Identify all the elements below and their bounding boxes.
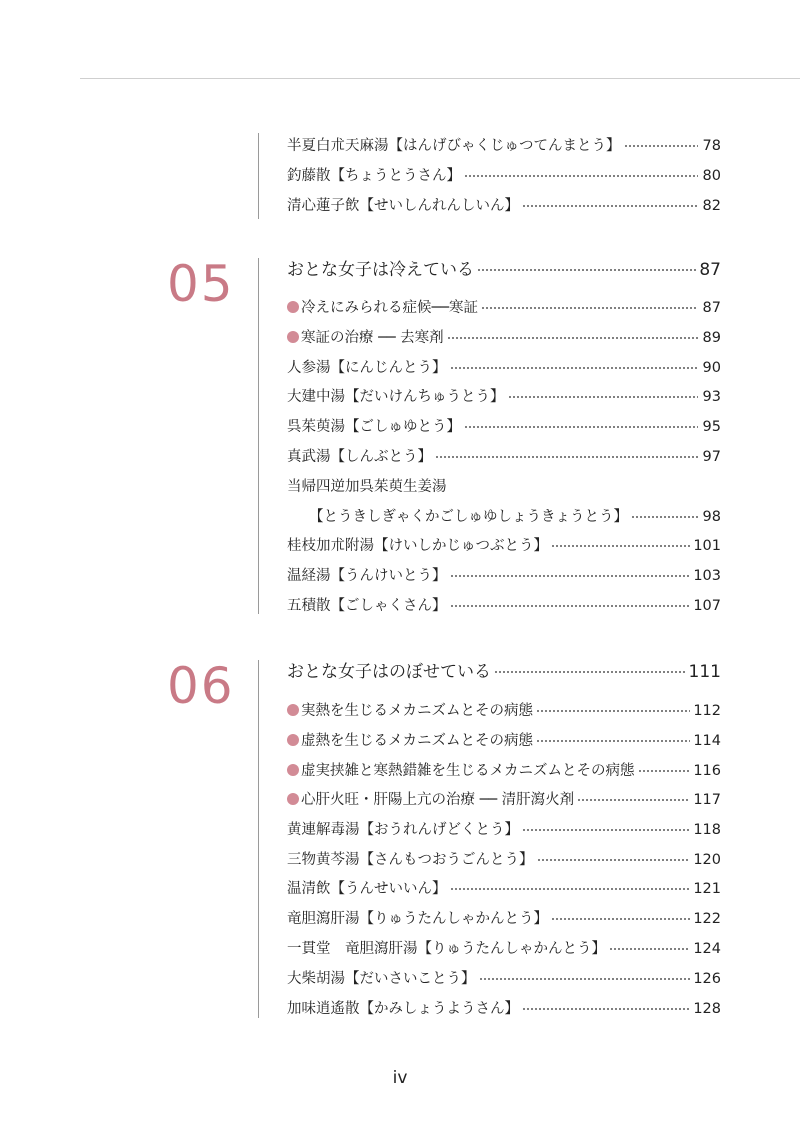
chapter-title-entry[interactable] [287,255,721,285]
toc-entry[interactable] [287,293,721,323]
chapter-number: 05 [167,255,235,313]
toc-entry[interactable] [287,904,721,934]
leader-dots [624,145,699,147]
leader-dots [481,307,698,309]
toc-entry[interactable] [287,412,721,442]
toc-entry-page: 93 [702,389,721,405]
toc-entry-label: 桂枝加朮附湯【けいしかじゅつぶとう】 [287,538,548,554]
section-rule-chapter-06 [258,660,259,1018]
toc-entry-page: 128 [693,1001,721,1017]
leader-dots [435,456,698,458]
toc-entry[interactable] [287,845,721,875]
toc-entry-label: 温清飲【うんせいいん】 [287,881,447,897]
toc-entry[interactable] [287,994,721,1024]
toc-entry-page: 97 [702,449,721,465]
toc-entry[interactable] [287,191,721,221]
leader-dots [522,1008,690,1010]
leader-dots [536,710,690,712]
toc-entry-page: 90 [702,360,721,376]
leader-dots [479,978,691,980]
toc-entry-label: 【とうきしぎゃくかごしゅゆしょうきょうとう】 [309,509,628,525]
toc-entry-page: 80 [702,168,721,184]
toc-entry-page: 95 [702,419,721,435]
bullet-icon [287,331,299,343]
top-rule [80,78,800,79]
leader-dots [551,918,690,920]
chapter-title: おとな女子は冷えている [287,260,474,280]
chapter-title: おとな女子はのぼせている [287,662,491,682]
toc-entry[interactable] [287,323,721,353]
leader-dots [450,888,691,890]
leader-dots [450,605,691,607]
toc-entry-page: 117 [693,792,721,808]
leader-dots [450,575,691,577]
toc-entry-page: 121 [693,881,721,897]
bullet-icon [287,764,299,776]
toc-entry-page: 103 [693,568,721,584]
leader-dots [447,337,698,339]
toc-entry[interactable] [287,874,721,904]
toc-entry[interactable] [287,591,721,621]
toc-entry[interactable] [287,472,721,502]
leader-dots [477,269,696,271]
toc-entry-label: 清心蓮子飲【せいしんれんしいん】 [287,198,519,214]
toc-entry[interactable] [287,382,721,412]
toc-entry-page: 120 [693,852,721,868]
toc-entry-page: 118 [693,822,721,838]
toc-entry-label: 五積散【ごしゃくさん】 [287,598,447,614]
toc-entry-label [287,293,478,323]
toc-entry[interactable] [287,442,721,472]
bullet-icon [287,704,299,716]
toc-entry-text: 虚熱を生じるメカニズムとその病態 [301,733,533,749]
toc-entry-label: 一貫堂 竜胆瀉肝湯【りゅうたんしゃかんとう】 [287,941,606,957]
leader-dots [537,859,691,861]
toc-entry[interactable] [309,502,721,532]
toc-entry-page: 122 [693,911,721,927]
toc-entry-text: 実熱を生じるメカニズムとその病態 [301,703,533,719]
toc-entry[interactable] [287,756,721,786]
page-folio: iv [392,1068,408,1088]
bullet-icon [287,734,299,746]
toc-entry-label [287,323,444,353]
toc-entry-label [287,785,574,815]
toc-entry-label [287,726,533,756]
leader-dots [450,367,699,369]
toc-entry-page: 82 [702,198,721,214]
toc-entry-label: 大柴胡湯【だいさいことう】 [287,971,476,987]
leader-dots [536,740,690,742]
leader-dots [508,396,699,398]
toc-entry-label: 釣藤散【ちょうとうさん】 [287,168,461,184]
toc-entry-label: 大建中湯【だいけんちゅうとう】 [287,389,505,405]
toc-entry-label: 人参湯【にんじんとう】 [287,360,447,376]
toc-entry-label: 加味逍遙散【かみしょうようさん】 [287,1001,519,1017]
toc-entry-text: 寒証の治療 ── 去寒剤 [301,330,444,346]
toc-entry-label [287,756,635,786]
toc-entry-page: 87 [699,260,721,280]
toc-entry-label: 三物黄芩湯【さんもつおうごんとう】 [287,852,534,868]
toc-entry-page: 124 [693,941,721,957]
toc-entry-label: 黄連解毒湯【おうれんげどくとう】 [287,822,519,838]
toc-entry-label: 真武湯【しんぶとう】 [287,449,432,465]
toc-entry[interactable] [287,696,721,726]
section-rule-continued [258,133,259,219]
toc-entry[interactable] [287,161,721,191]
toc-entry[interactable] [287,131,721,161]
toc-entry-label [287,696,533,726]
toc-entry-page: 112 [693,703,721,719]
toc-entry-page: 98 [702,509,721,525]
leader-dots [551,545,690,547]
toc-entry-page: 87 [702,300,721,316]
toc-entry[interactable] [287,934,721,964]
toc-entry[interactable] [287,353,721,383]
leader-dots [522,205,698,207]
bullet-icon [287,301,299,313]
leader-dots [522,829,690,831]
chapter-title-entry[interactable] [287,657,721,687]
leader-dots [464,426,698,428]
section-rule-chapter-05 [258,258,259,614]
toc-entry-label: 温経湯【うんけいとう】 [287,568,447,584]
toc-entry-label: 竜胆瀉肝湯【りゅうたんしゃかんとう】 [287,911,548,927]
toc-entry-page: 78 [702,138,721,154]
toc-entry-label: 半夏白朮天麻湯【はんげびゃくじゅつてんまとう】 [287,138,621,154]
toc-entry-page: 101 [693,538,721,554]
toc-entry[interactable] [287,531,721,561]
leader-dots [609,948,690,950]
leader-dots [577,799,690,801]
bullet-icon [287,793,299,805]
toc-entry-page: 89 [702,330,721,346]
toc-entry-page: 126 [693,971,721,987]
toc-entry[interactable] [287,726,721,756]
toc-entry-text: 冷えにみられる症候──寒証 [301,300,478,316]
chapter-number: 06 [167,657,235,715]
toc-entry-page: 107 [693,598,721,614]
toc-entry[interactable] [287,964,721,994]
toc-entry-page: 114 [693,733,721,749]
toc-entry-text: 心肝火旺・肝陽上亢の治療 ── 清肝瀉火剤 [301,792,575,808]
leader-dots [494,671,686,673]
leader-dots [464,175,698,177]
toc-entry[interactable] [287,815,721,845]
toc-entry[interactable] [287,785,721,815]
toc-entry[interactable] [287,561,721,591]
leader-dots [631,516,698,518]
toc-entry-label: 当帰四逆加呉茱萸生姜湯 [287,479,447,495]
toc-entry-text: 虚実挟雑と寒熱錯雑を生じるメカニズムとその病態 [301,763,635,779]
toc-entry-page: 116 [693,763,721,779]
leader-dots [638,770,691,772]
toc-entry-label: 呉茱萸湯【ごしゅゆとう】 [287,419,461,435]
toc-entry-page: 111 [688,662,721,682]
